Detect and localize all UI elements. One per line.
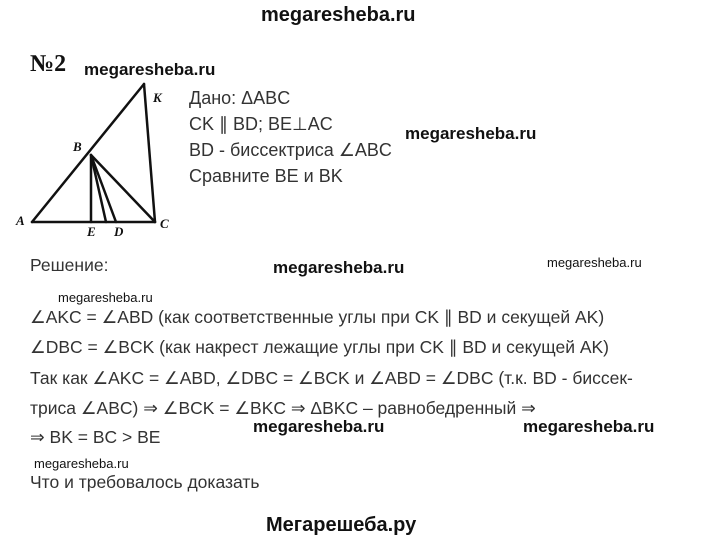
watermark-conclusion-center: megaresheba.ru [253, 417, 385, 436]
watermark-solution-right: megaresheba.ru [547, 255, 642, 270]
given-line: CK ∥ BD; BE⊥AC [189, 114, 333, 134]
vertex-c-label: C [160, 216, 169, 231]
vertex-k-label: K [153, 90, 162, 105]
solution-conclusion: Что и требовалось доказать [30, 472, 260, 492]
given-block [189, 85, 392, 189]
vertex-b-label: B [73, 139, 82, 154]
problem-number: №2 [30, 51, 67, 77]
watermark-given: megaresheba.ru [405, 124, 537, 143]
solution-line: ⇒ BK = BC > BE [30, 427, 161, 447]
solution-line: триса ∠ABC) ⇒ ∠BCK = ∠BKC ⇒ ΔBKC – равнобедренный ⇒ [30, 398, 536, 418]
solution-line: ∠DBC = ∠BCK (как накрест лежащие углы при CK ∥ BD и секущей AK) [30, 337, 610, 357]
vertex-e-label: E [87, 224, 96, 239]
watermark-footer: Мегарешеба.ру [266, 514, 417, 536]
given-line: Сравните BE и BK [189, 166, 343, 186]
solution-line: Так как ∠AKC = ∠ABD, ∠DBC = ∠BCK и ∠ABD = ∠DBC (т.к. BD - биссек- [30, 368, 633, 388]
watermark-problem: megaresheba.ru [84, 60, 216, 79]
solution-heading: Решение: [30, 255, 109, 275]
watermark-solution-center: megaresheba.ru [273, 258, 405, 277]
watermark-top: megaresheba.ru [261, 4, 416, 26]
watermark-conclusion-right: megaresheba.ru [523, 417, 655, 436]
watermark-final-left: megaresheba.ru [34, 456, 129, 471]
solution-line: ∠AKC = ∠ABD (как соответственные углы при CK ∥ BD и секущей AK) [30, 307, 605, 327]
vertex-d-label: D [114, 224, 124, 239]
vertex-a-label: A [16, 213, 25, 228]
geometry-figure [14, 80, 214, 240]
given-line: Дано: ΔABC [189, 88, 291, 108]
given-line: BD - биссектриса ∠ABC [189, 140, 392, 160]
watermark-solution-left: megaresheba.ru [58, 290, 153, 305]
